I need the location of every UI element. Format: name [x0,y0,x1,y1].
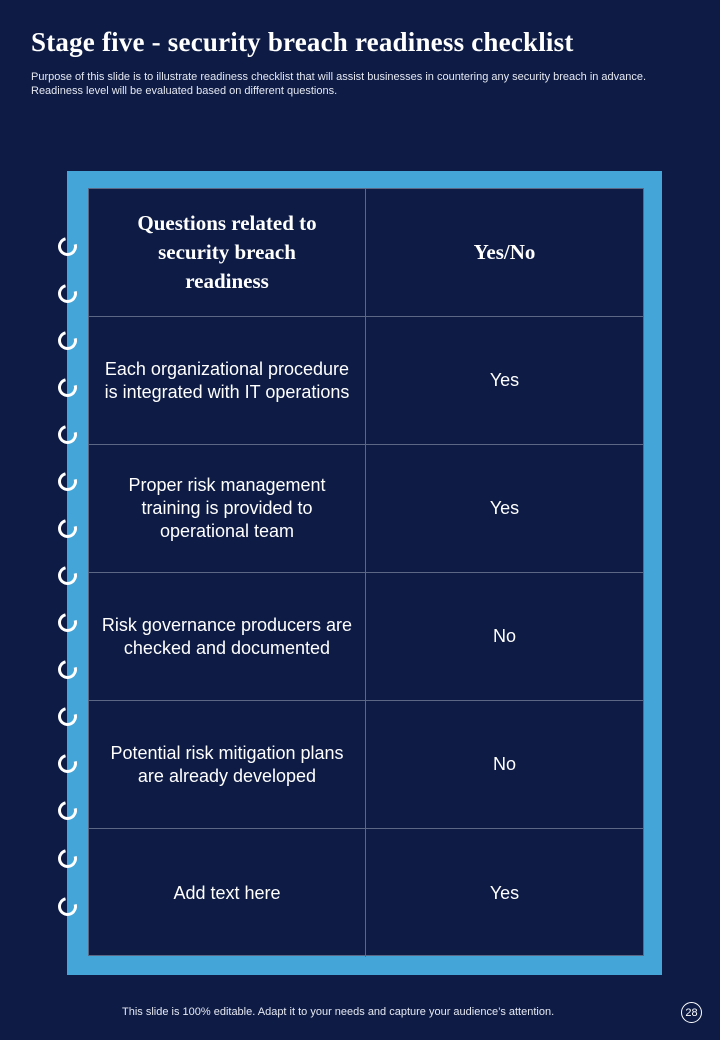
page-number: 28 [681,1002,702,1023]
header-answer: Yes/No [473,240,536,264]
table-row [89,317,643,445]
slide-subtitle: Purpose of this slide is to illustrate readiness checklist that will assist businesses in countering any security breach in advance. Readiness level will be evaluated based on different questions. [31,71,647,97]
row-question: Risk governance producers are checked and documented [89,573,366,700]
row-answer: Yes [489,498,520,518]
slide-title: Stage five - security breach readiness checklist [31,27,574,57]
row-question: Proper risk management training is provided to operational team [89,445,366,572]
row-question: Each organizational procedure is integrated with IT operations [89,317,366,444]
row-answer: Yes [489,882,520,903]
row-answer: No [492,626,516,646]
table-row [89,829,643,957]
table-header-row [89,189,643,317]
checklist-table [88,188,644,956]
table-row [89,701,643,829]
header-question: Questions related to security breach readiness [89,189,366,316]
row-question: Potential risk mitigation plans are already developed [89,701,366,828]
row-answer: No [492,754,516,774]
row-question[interactable]: Add text here [89,829,366,957]
slide-footer: This slide is 100% editable. Adapt it to your needs and capture your audience’s attention. [122,1006,555,1018]
row-answer: Yes [489,370,520,390]
table-row [89,573,643,701]
table-row [89,445,643,573]
